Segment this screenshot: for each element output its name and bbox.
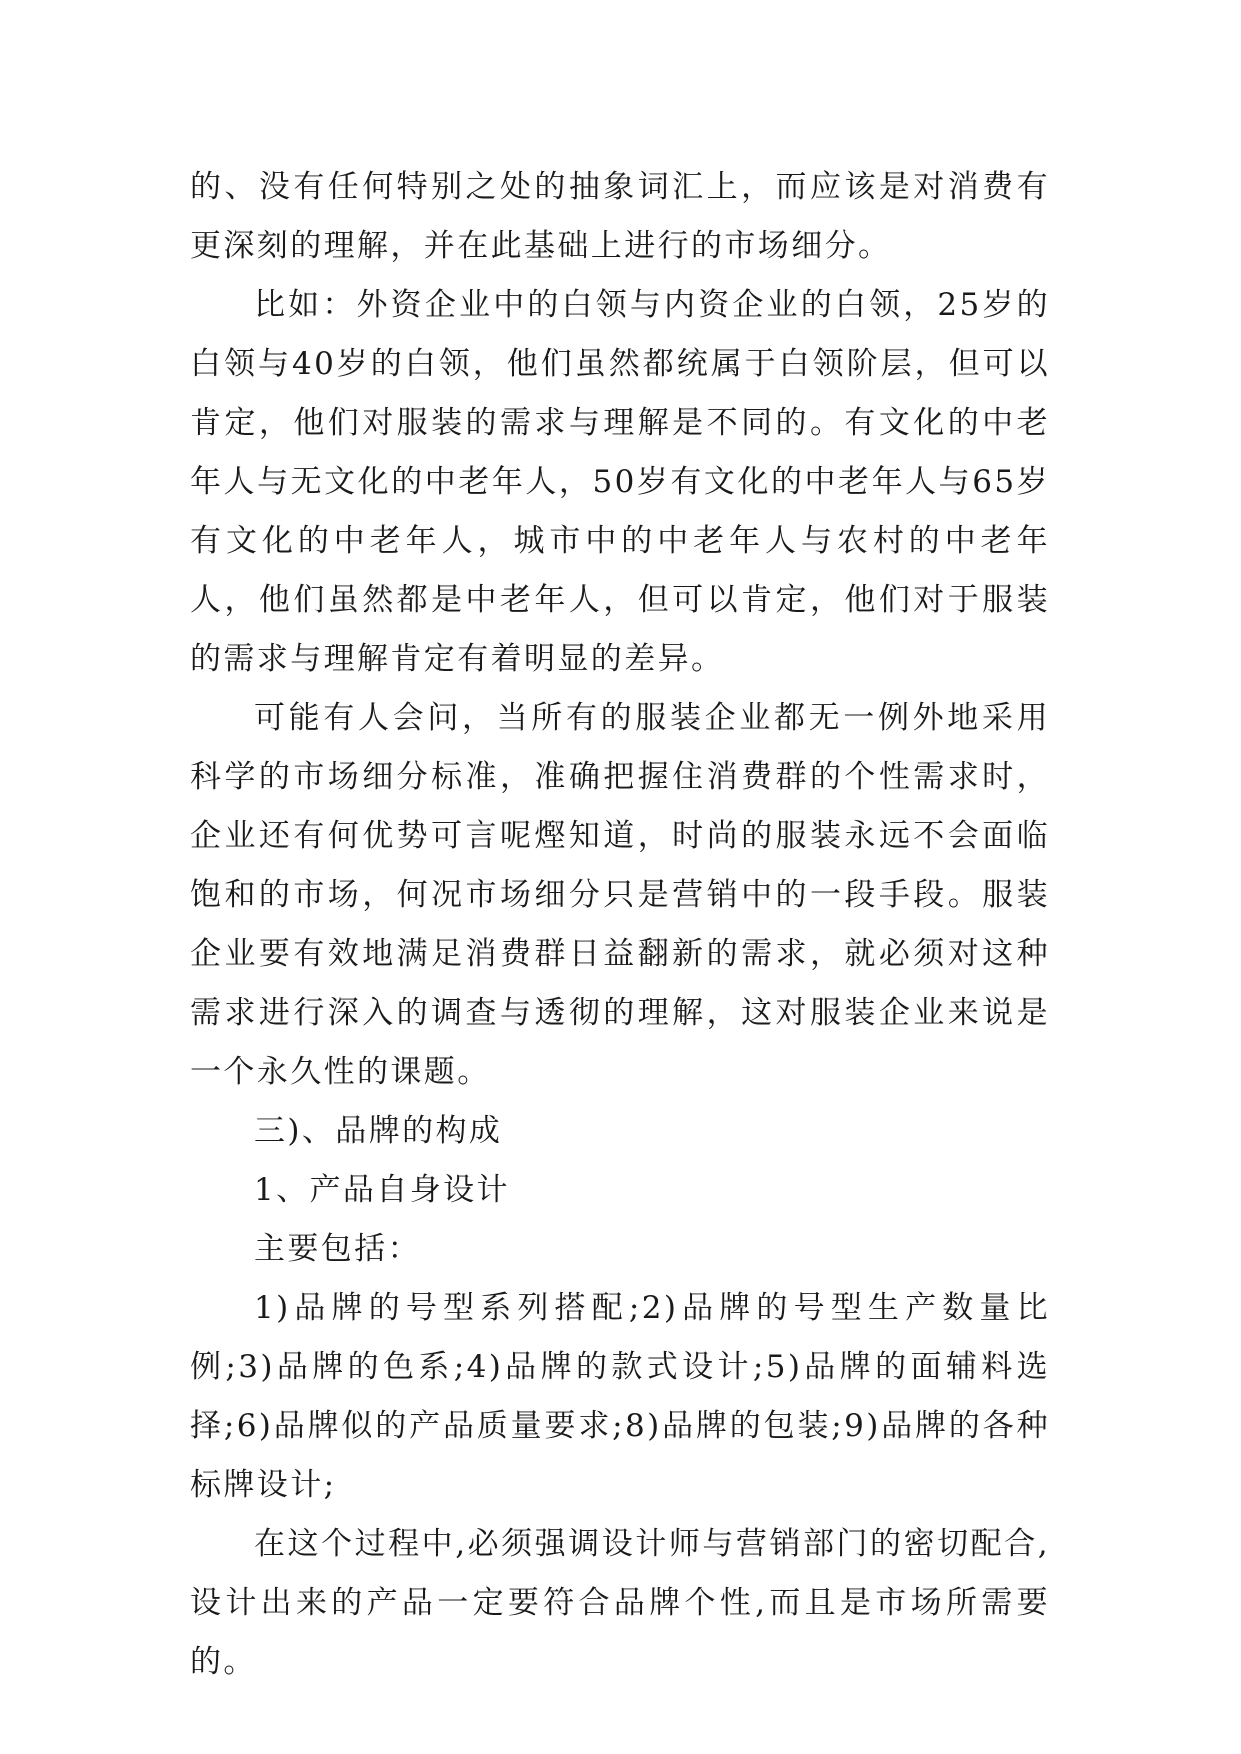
section-heading-brand-composition: 三)、品牌的构成 bbox=[254, 1113, 503, 1149]
document-body bbox=[190, 158, 1050, 1692]
paragraph-design-items-list: 1)品牌的号型系列搭配;2)品牌的号型生产数量比例;3)品牌的色系;4)品牌的款式设计;5)品牌的面辅料选择;6)品牌似的产品质量要求;8)品牌的包装;9)品牌的各种标牌设计; bbox=[190, 1290, 1050, 1503]
paragraph-includes-label: 主要包括： bbox=[254, 1231, 421, 1267]
paragraph-example-white-collar: 比如：外资企业中的白领与内资企业的白领，25岁的白领与40岁的白领，他们虽然都统属于白领阶层，但可以肯定，他们对服装的需求与理解是不同的。有文化的中老年人与无文化的中老年人，50岁有文化的中老年人与65岁有文化的中老年人，城市中的中老年人与农村的中老年人，他们虽然都是中老年人，但可以肯定，他们对于服装的需求与理解肯定有着明显的差异。 bbox=[190, 287, 1050, 677]
paragraph-market-segmentation-end: 的、没有任何特别之处的抽象词汇上，而应该是对消费有更深刻的理解，并在此基础上进行的市场细分。 bbox=[190, 169, 1050, 264]
paragraph-designer-cooperation: 在这个过程中,必须强调设计师与营销部门的密切配合,设计出来的产品一定要符合品牌个性,而且是市场所需要的。 bbox=[190, 1526, 1050, 1680]
paragraph-advantage-question: 可能有人会问，当所有的服装企业都无一例外地采用科学的市场细分标准，准确把握住消费群的个性需求时，企业还有何优势可言呢熞知道，时尚的服装永远不会面临饱和的市场，何况市场细分只是营销中的一段手段。服装企业要有效地满足消费群日益翻新的需求，就必须对这种需求进行深入的调查与透彻的理解，这对服装企业来说是一个永久性的课题。 bbox=[190, 700, 1050, 1090]
subsection-heading-product-design: 1、产品自身设计 bbox=[254, 1172, 510, 1208]
